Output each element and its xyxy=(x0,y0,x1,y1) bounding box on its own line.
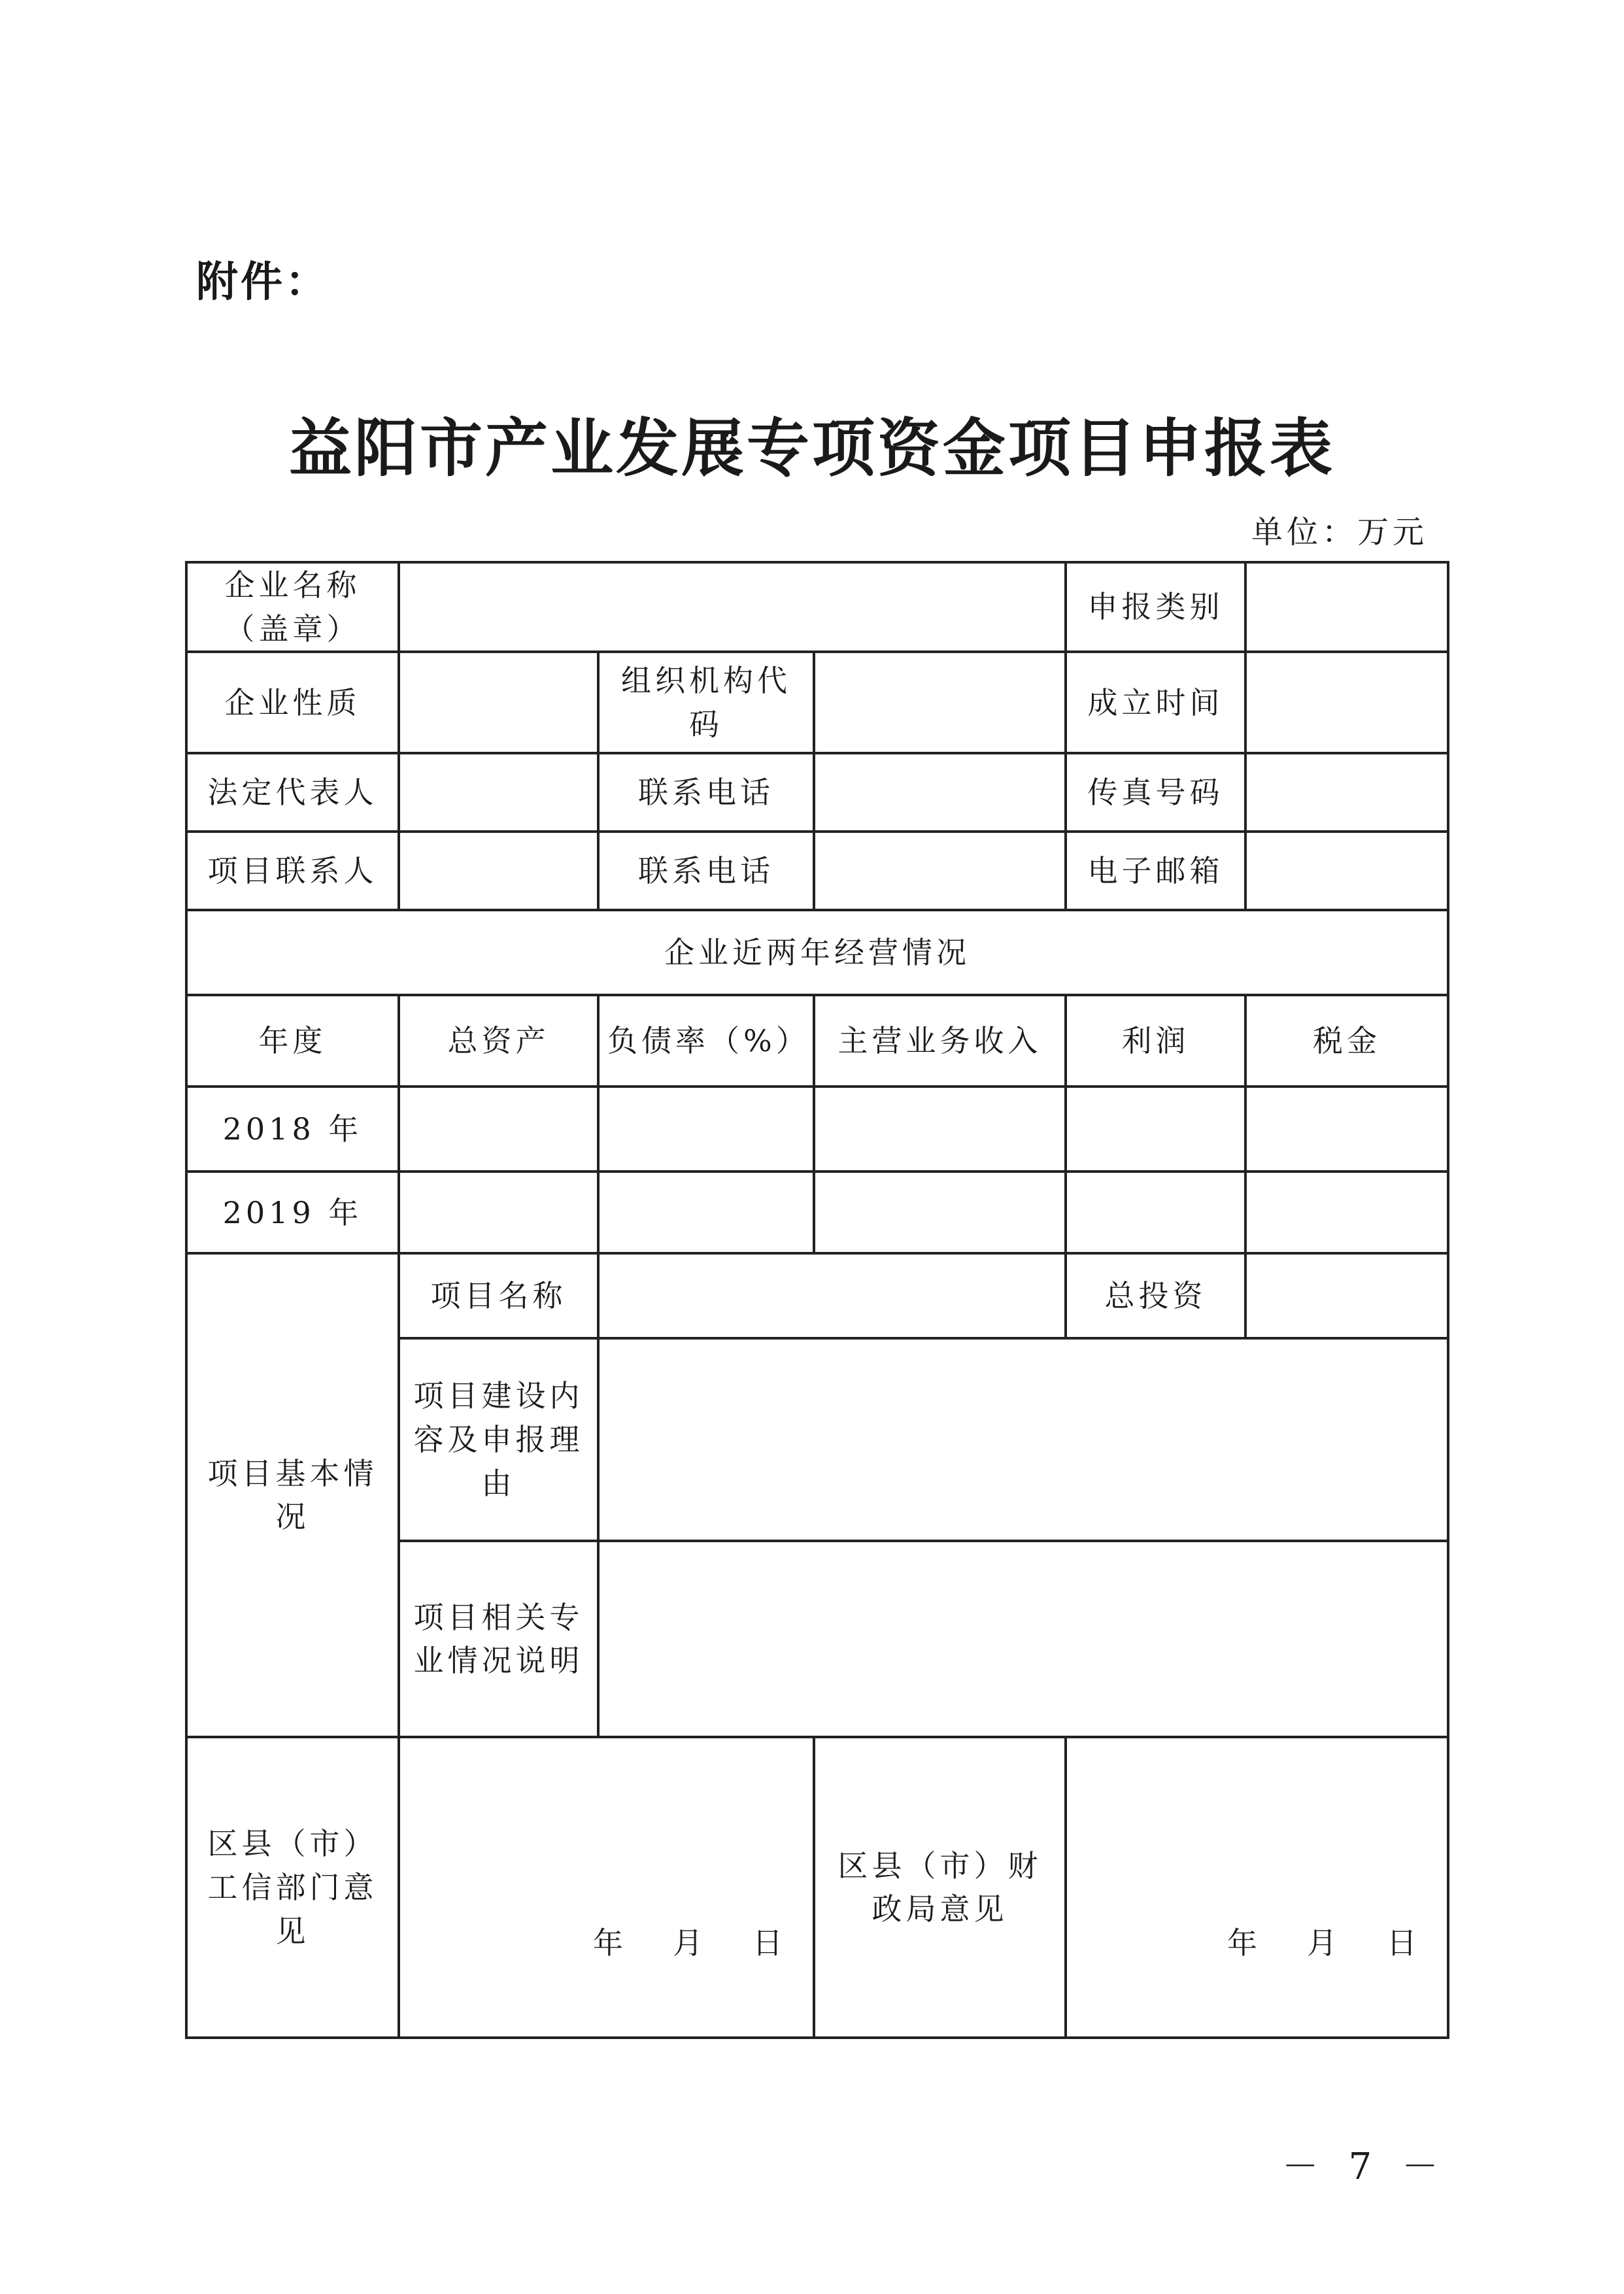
col-header-tax: 税金 xyxy=(1245,995,1448,1087)
page-number: － 7 － xyxy=(1281,2146,1447,2188)
unit-note: 单位：万元 xyxy=(1251,514,1428,550)
field-legal-rep[interactable] xyxy=(399,753,598,832)
label-apply-category: 申报类别 xyxy=(1066,562,1245,652)
field-2018-total-assets[interactable] xyxy=(399,1087,598,1172)
label-org-code: 组织机构代码 xyxy=(598,652,814,753)
label-phone-2: 联系电话 xyxy=(598,832,814,910)
label-email: 电子邮箱 xyxy=(1066,832,1245,910)
field-project-name[interactable] xyxy=(598,1253,1066,1338)
label-project-name: 项目名称 xyxy=(399,1253,598,1338)
field-project-content[interactable] xyxy=(598,1338,1448,1541)
field-2018-debt-ratio[interactable] xyxy=(598,1087,814,1172)
col-header-revenue: 主营业务收入 xyxy=(814,995,1066,1087)
field-2018-revenue[interactable] xyxy=(814,1087,1066,1172)
field-project-expertise[interactable] xyxy=(598,1541,1448,1737)
label-company-name: 企业名称（盖章） xyxy=(186,562,399,652)
field-2019-debt-ratio[interactable] xyxy=(598,1172,814,1253)
label-phone-1: 联系电话 xyxy=(598,753,814,832)
finance-bureau-opinion-field[interactable] xyxy=(1066,1737,1448,2038)
field-2019-revenue[interactable] xyxy=(814,1172,1066,1253)
label-total-investment: 总投资 xyxy=(1066,1253,1245,1338)
form-title: 益阳市产业发展专项资金项目申报表 xyxy=(289,411,1335,485)
field-2018-tax[interactable] xyxy=(1245,1087,1448,1172)
field-project-contact[interactable] xyxy=(399,832,598,910)
label-established: 成立时间 xyxy=(1066,652,1245,753)
field-2019-tax[interactable] xyxy=(1245,1172,1448,1253)
field-org-code[interactable] xyxy=(814,652,1066,753)
date-month: 月 xyxy=(1307,1925,1342,1961)
project-section-label: 项目基本情况 xyxy=(186,1253,399,1737)
field-phone-2[interactable] xyxy=(814,832,1066,910)
label-fax: 传真号码 xyxy=(1066,753,1245,832)
date-month: 月 xyxy=(673,1925,707,1961)
col-header-total-assets: 总资产 xyxy=(399,995,598,1087)
field-fax[interactable] xyxy=(1245,753,1448,832)
label-finance-bureau-opinion: 区县（市）财政局意见 xyxy=(814,1737,1066,2038)
label-project-contact: 项目联系人 xyxy=(186,832,399,910)
operations-header: 企业近两年经营情况 xyxy=(186,910,1448,995)
label-project-expertise: 项目相关专业情况说明 xyxy=(399,1541,598,1737)
field-email[interactable] xyxy=(1245,832,1448,910)
date-year: 年 xyxy=(593,1925,627,1961)
application-form-table xyxy=(185,561,1449,2039)
field-2019-profit[interactable] xyxy=(1066,1172,1245,1253)
field-2018-profit[interactable] xyxy=(1066,1087,1245,1172)
field-established[interactable] xyxy=(1245,652,1448,753)
year-2019-label: 2019 年 xyxy=(186,1172,399,1253)
col-header-profit: 利润 xyxy=(1066,995,1245,1087)
label-project-content: 项目建设内容及申报理由 xyxy=(399,1338,598,1541)
field-total-investment[interactable] xyxy=(1245,1253,1448,1338)
field-company-nature[interactable] xyxy=(399,652,598,753)
date-day: 日 xyxy=(753,1925,787,1961)
label-industry-dept-opinion: 区县（市）工信部门意见 xyxy=(186,1737,399,2038)
year-2018-label: 2018 年 xyxy=(186,1087,399,1172)
label-legal-rep: 法定代表人 xyxy=(186,753,399,832)
label-company-nature: 企业性质 xyxy=(186,652,399,753)
field-phone-1[interactable] xyxy=(814,753,1066,832)
industry-dept-opinion-field[interactable] xyxy=(399,1737,814,2038)
date-year: 年 xyxy=(1227,1925,1262,1961)
field-apply-category[interactable] xyxy=(1245,562,1448,652)
attachment-label: 附件： xyxy=(196,258,330,307)
col-header-debt-ratio: 负债率（%） xyxy=(598,995,814,1087)
field-2019-total-assets[interactable] xyxy=(399,1172,598,1253)
col-header-year: 年度 xyxy=(186,995,399,1087)
field-company-name[interactable] xyxy=(399,562,1066,652)
date-day: 日 xyxy=(1387,1925,1421,1961)
